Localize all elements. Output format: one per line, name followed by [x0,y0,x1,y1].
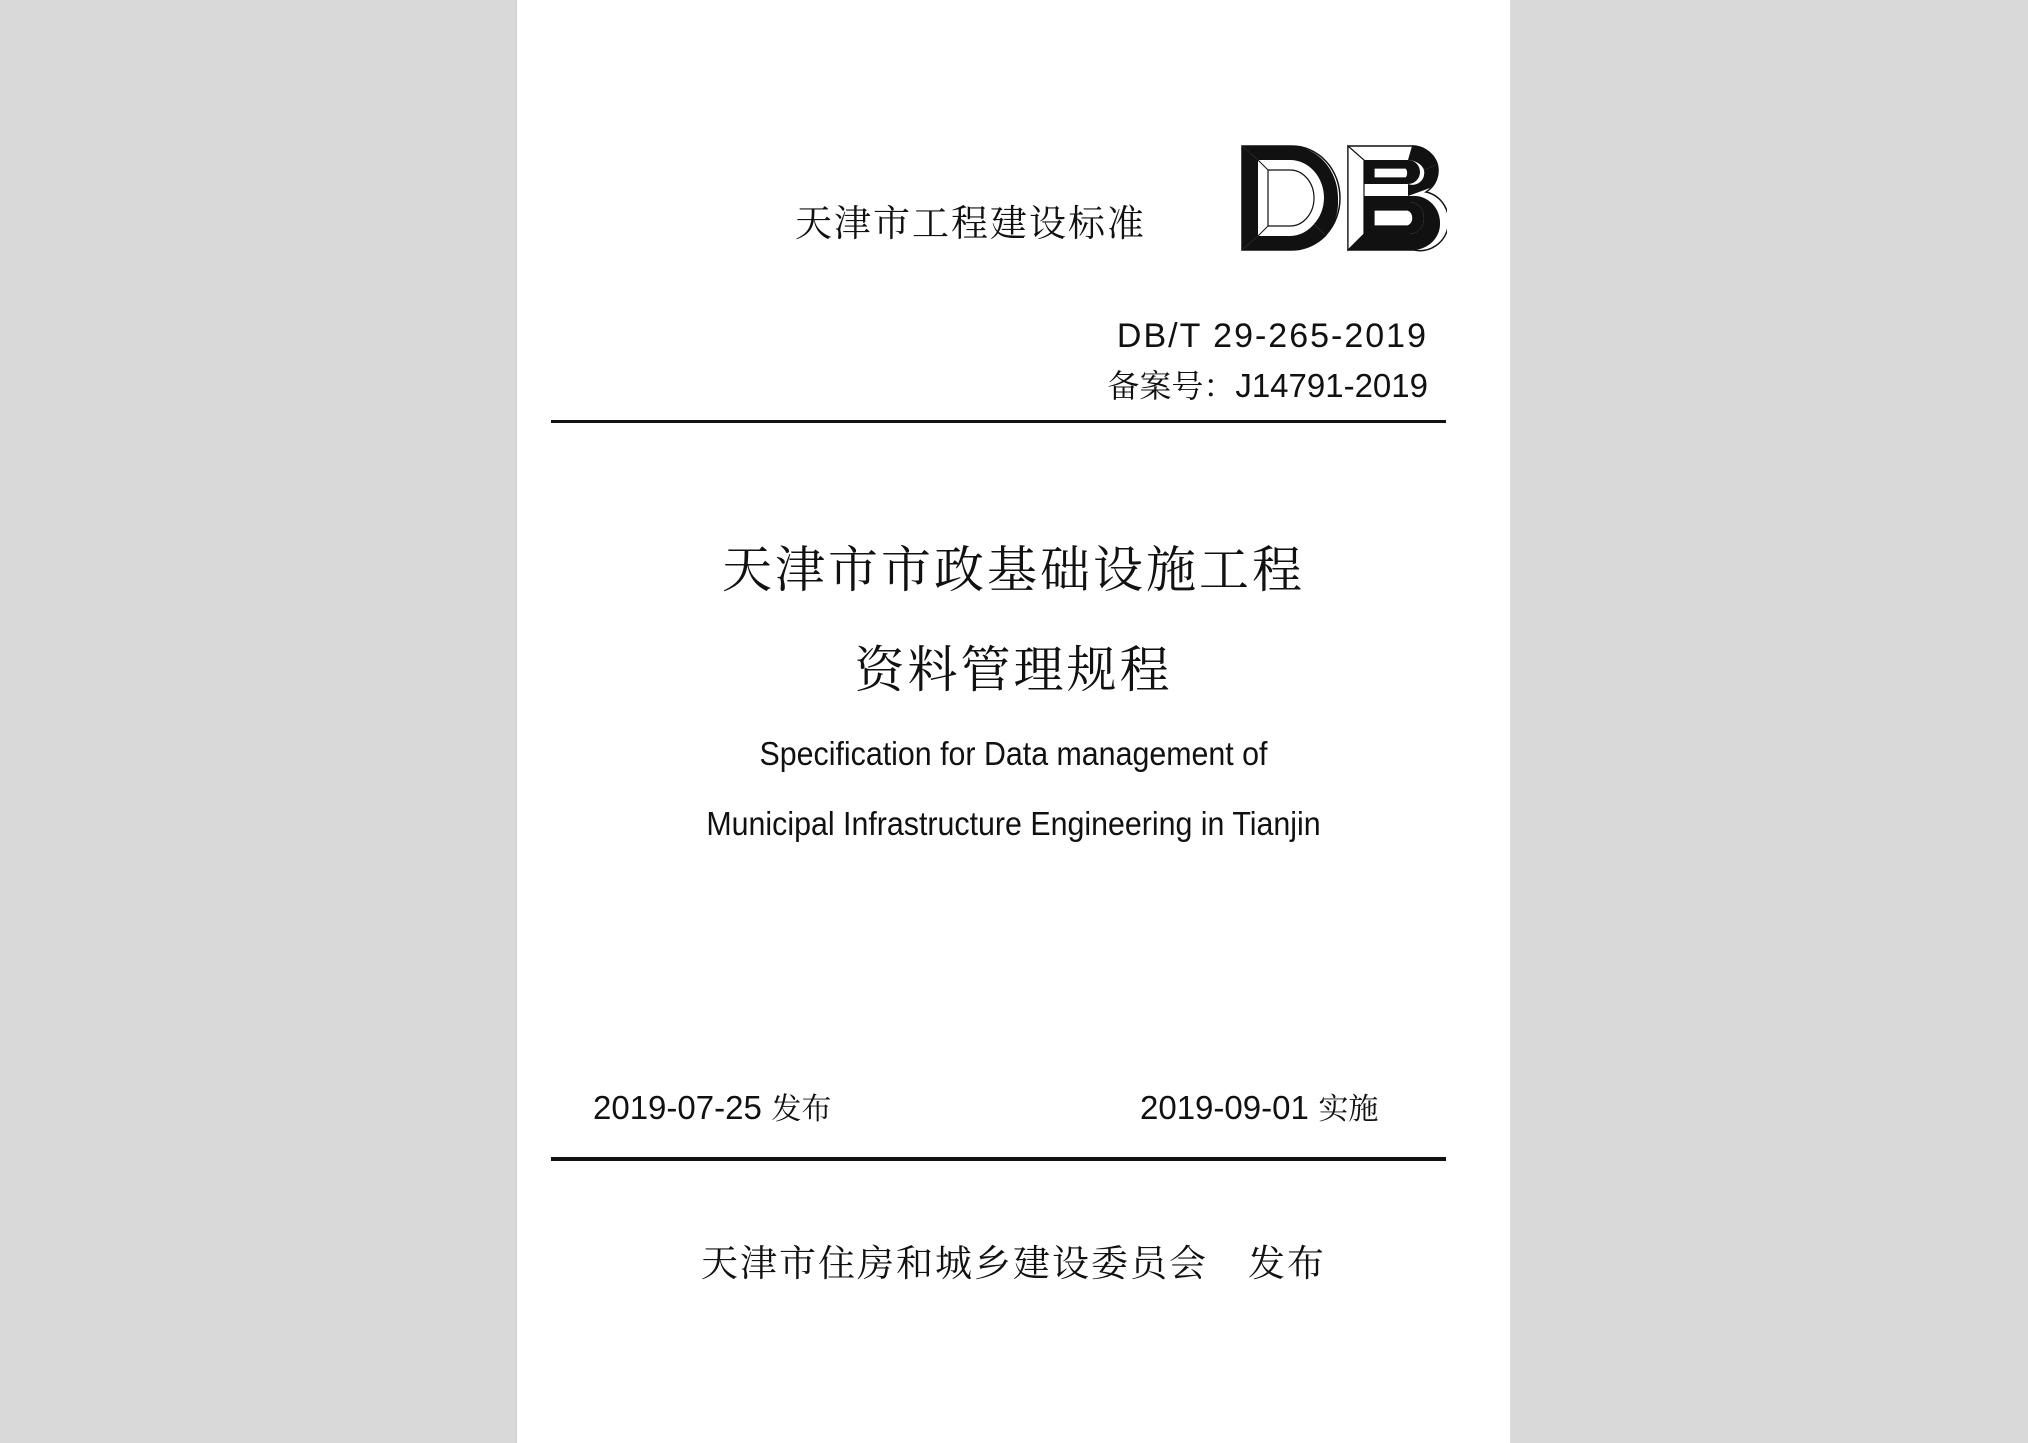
title-cn-line-1: 天津市市政基础设施工程 [722,541,1305,599]
standard-category: 天津市工程建设标准 [795,202,1146,245]
record-number-label: 备案号： [1107,367,1236,405]
top-divider [551,420,1446,423]
effective-date-label: 实施 [1318,1092,1379,1127]
title-en-line-2: Municipal Infrastructure Engineering in Tianjin [706,805,1321,842]
db-standard-logo-icon [1240,144,1447,252]
effective-date [1140,1088,1378,1130]
logo-letter-b-icon [1348,146,1447,251]
bottom-divider [551,1157,1446,1161]
document-cover-page [517,0,1510,1443]
title-cn-line-2: 资料管理规程 [854,641,1173,699]
logo-letter-d-icon [1242,146,1340,250]
standard-number: DB/T 29-265-2019 [1116,317,1428,355]
issue-date [593,1088,831,1130]
title-en-line-1: Specification for Data management of [759,735,1268,772]
issue-date-label: 发布 [771,1092,832,1127]
publisher-name: 天津市住房和城乡建设委员会 [701,1242,1208,1285]
issue-date-value: 2019-07-25 [593,1089,762,1126]
record-number [1107,366,1428,406]
publisher [517,1240,1510,1288]
publish-label: 发布 [1248,1242,1326,1285]
effective-date-value: 2019-09-01 [1140,1089,1309,1126]
record-number-value: J14791-2019 [1235,367,1428,404]
